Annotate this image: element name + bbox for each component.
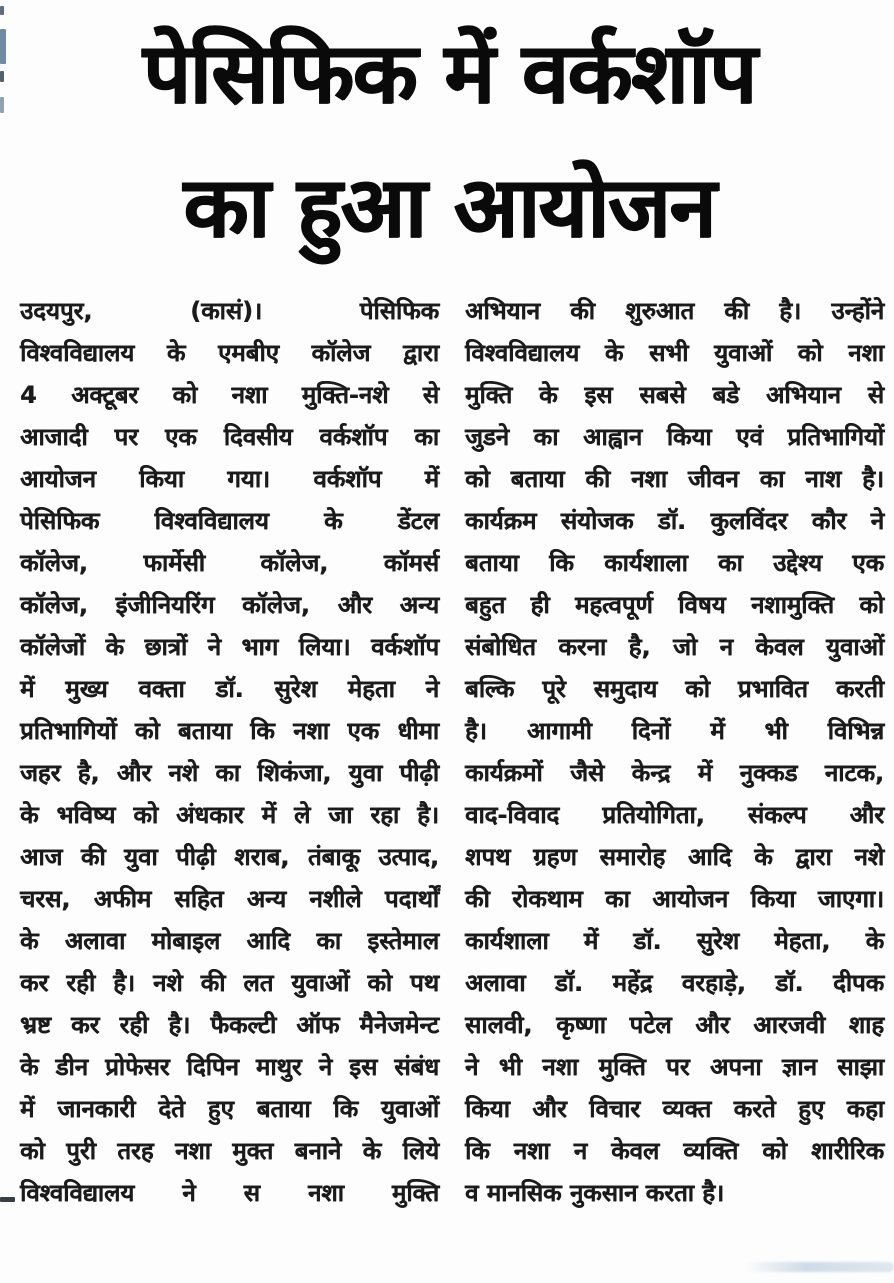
text-line: कॉलेज, फार्मेसी कॉलेज, कॉमर्स <box>20 549 439 577</box>
text-line: सालवी, कृष्णा पटेल और आरजवी शाह <box>465 1011 884 1039</box>
text-line: अभियान की शुरुआत की है। उन्होंने <box>465 297 884 325</box>
text-line: कर रही है। नशे की लत युवाओं को पथ <box>20 969 439 997</box>
text-line: में मुख्य वक्ता डॉ. सुरेश मेहता ने <box>20 675 439 703</box>
text-line: आज की युवा पीढ़ी शराब, तंबाकू उत्पाद, <box>20 843 439 871</box>
text-line: 4 अक्टूबर को नशा मुक्ति-नशे से <box>20 381 439 409</box>
text-line: आयोजन किया गया। वर्कशॉप में <box>20 465 439 493</box>
text-line: है। आगामी दिनों में भी विभिन्न <box>465 717 884 745</box>
text-line: मुक्ति के इस सबसे बडे अभियान से <box>465 381 884 409</box>
text-line: कार्यक्रम संयोजक डॉ. कुलविंदर कौर ने <box>465 507 884 535</box>
scan-corner-shadow <box>745 1262 894 1272</box>
text-line: विश्वविद्यालय ने स नशा मुक्ति <box>20 1179 439 1207</box>
text-line: के अलावा मोबाइल आदि का इस्तेमाल <box>20 927 439 955</box>
text-line: चरस, अफीम सहित अन्य नशीले पदार्थों <box>20 885 439 913</box>
scan-edge-mark <box>0 6 4 15</box>
text-line: अलावा डॉ. महेंद्र वरहाड़े, डॉ. दीपक <box>465 969 884 997</box>
text-line: कार्यशाला में डॉ. सुरेश मेहता, के <box>465 927 884 955</box>
text-line: जहर है, और नशे का शिकंजा, युवा पीढ़ी <box>20 759 439 787</box>
article-headline <box>14 6 884 274</box>
text-line: के भविष्य को अंधकार में ले जा रहा है। <box>20 801 439 829</box>
text-line: कार्यक्रमों जैसे केन्द्र में नुक्कड नाटक, <box>465 759 884 787</box>
scan-edge-mark <box>0 71 4 82</box>
text-line: को बताया की नशा जीवन का नाश है। <box>465 465 884 493</box>
article-body <box>0 290 894 1214</box>
scan-edge-mark <box>0 29 6 64</box>
text-line: आजादी पर एक दिवसीय वर्कशॉप का <box>20 423 439 451</box>
scan-edge-dash <box>0 1197 15 1202</box>
text-line: उदयपुर, (कासं)। पेसिफिक <box>20 297 439 325</box>
text-line: कॉलेज, इंजीनियरिंग कॉलेज, और अन्य <box>20 591 439 619</box>
text-line: जुडने का आह्वान किया एवं प्रतिभागियों <box>465 423 884 451</box>
scan-edge-mark <box>0 97 4 113</box>
text-line: विश्वविद्यालय के एमबीए कॉलेज द्वारा <box>20 339 439 367</box>
text-line: शपथ ग्रहण समारोह आदि के द्वारा नशे <box>465 843 884 871</box>
text-line: पेसिफिक विश्वविद्यालय के डेंटल <box>20 507 439 535</box>
text-line: के डीन प्रोफेसर दिपिन माथुर ने इस संबंध <box>20 1053 439 1081</box>
text-line: व मानसिक नुकसान करता है। <box>465 1179 725 1207</box>
text-line: कॉलेजों के छात्रों ने भाग लिया। वर्कशॉप <box>20 633 439 661</box>
headline-line-2: का हुआ आयोजन <box>183 158 715 256</box>
text-line: प्रतिभागियों को बताया कि नशा एक धीमा <box>20 717 439 745</box>
text-line: बल्कि पूरे समुदाय को प्रभावित करती <box>465 675 884 703</box>
headline-line-1: पेसिफिक में वर्कशॉप <box>142 24 756 122</box>
text-line: की रोकथाम का आयोजन किया जाएगा। <box>465 885 884 913</box>
text-line: संबोधित करना है, जो न केवल युवाओं <box>465 633 884 661</box>
text-line: ने भी नशा मुक्ति पर अपना ज्ञान साझा <box>465 1053 884 1081</box>
article-column-left <box>20 290 439 1214</box>
text-line: किया और विचार व्यक्त करते हुए कहा <box>465 1095 884 1123</box>
text-line: विश्वविद्यालय के सभी युवाओं को नशा <box>465 339 884 367</box>
text-line: कि नशा न केवल व्यक्ति को शारीरिक <box>465 1137 884 1165</box>
article-column-right <box>465 290 884 1214</box>
text-line: भ्रष्ट कर रही है। फैकल्टी ऑफ मैनेजमेन्ट <box>20 1011 439 1039</box>
text-line: बहुत ही महत्वपूर्ण विषय नशामुक्ति को <box>465 591 884 619</box>
text-line: को पुरी तरह नशा मुक्त बनाने के लिये <box>20 1137 439 1165</box>
text-line: बताया कि कार्यशाला का उद्देश्य एक <box>465 549 884 577</box>
text-line: वाद-विवाद प्रतियोगिता, संकल्प और <box>465 801 884 829</box>
text-line: में जानकारी देते हुए बताया कि युवाओं <box>20 1095 439 1123</box>
